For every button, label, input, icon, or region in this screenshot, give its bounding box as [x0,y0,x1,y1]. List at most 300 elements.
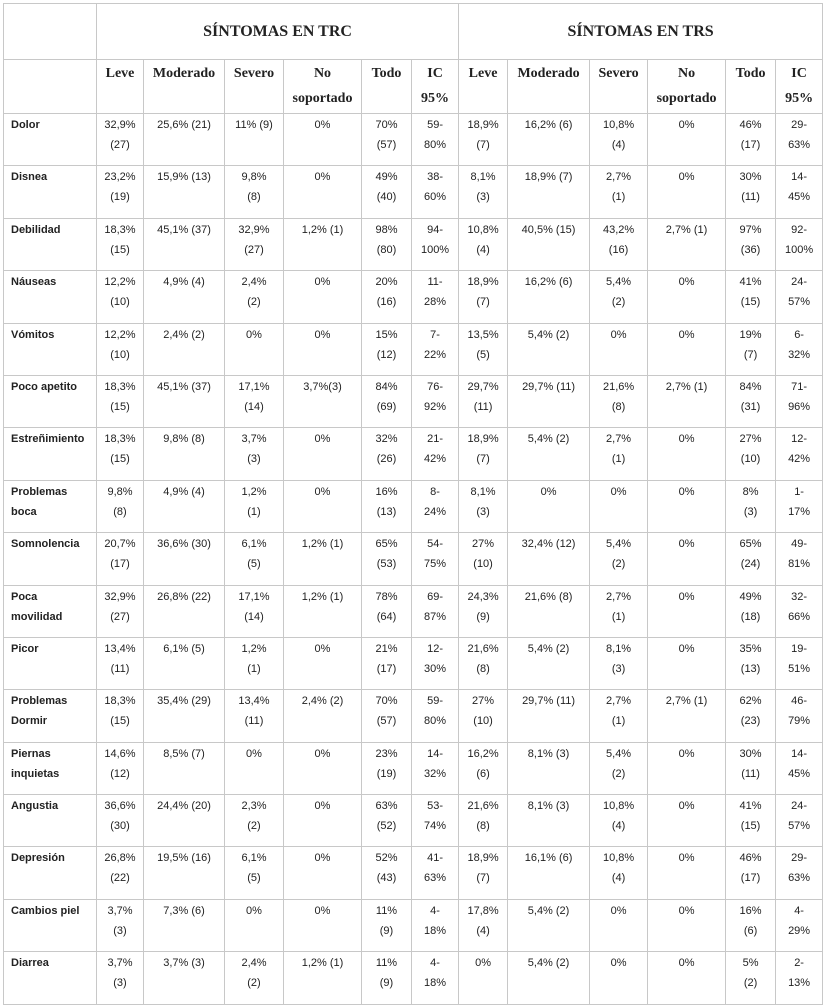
row-label [4,585,97,637]
cell-line: 65% [739,538,762,551]
table-cell [726,114,776,166]
cell-line: 80% [424,139,447,151]
row-label [4,795,97,847]
cell-line: 6,1% [241,852,267,865]
column-header-trc-todo [362,60,412,114]
cell-line: (3) [247,453,261,466]
cell-line: 15% [375,328,398,341]
cell-line: 41% [739,800,762,813]
table-cell [144,637,225,689]
cell-line: 18,9% [467,433,499,446]
table-cell [590,637,648,689]
cell-line: 17% [788,505,811,518]
cell-line: (7) [743,348,758,361]
cell-line: (27) [244,243,264,256]
column-header-trs-severo [590,60,648,114]
table-cell [508,742,590,794]
table-cell [726,533,776,585]
table-cell [590,952,648,1004]
cell-line: Depresión [11,852,65,865]
cell-line: (15) [740,820,761,833]
table-cell [590,114,648,166]
cell-line: 2,4% (2) [163,328,205,341]
table-cell [726,690,776,742]
table-cell [362,166,412,218]
table-cell [97,114,144,166]
cell-line: 45% [788,767,811,780]
table-cell [508,166,590,218]
cell-line: 53- [427,800,443,813]
cell-line: 24,3% [467,590,499,603]
cell-line: 21,6% (8) [524,590,573,603]
column-header-row [4,60,823,114]
table-cell [726,323,776,375]
cell-line: (27) [110,610,130,623]
table-cell [648,847,726,899]
cell-line: 0% [246,904,262,917]
cell-line: 10,8% [602,852,635,865]
cell-line: 69- [427,590,443,603]
cell-line: (11) [110,662,130,675]
cell-line: 23% [375,747,398,760]
table-cell [412,742,459,794]
cell-line: 54- [427,538,443,551]
cell-line: 18,3% [104,433,136,446]
symptoms-table [3,3,823,1005]
column-header-trs-leve [459,60,508,114]
cell-line: 59- [427,119,443,131]
row-label [4,114,97,166]
table-cell [144,271,225,323]
table-cell [144,218,225,270]
row-label [4,323,97,375]
table-cell [362,428,412,480]
table-cell [144,428,225,480]
table-cell [284,742,362,794]
table-cell [508,795,590,847]
cell-line: (69) [376,400,397,413]
cell-line: 2,7% (1) [665,223,708,236]
cell-line: Vómitos [11,328,55,341]
table-cell [508,218,590,270]
cell-line: 0% [314,171,331,184]
cell-line: 24- [791,800,808,813]
cell-line: (27) [110,139,130,151]
cell-line: 12,2% [104,276,136,289]
cell-line: 94- [427,223,443,236]
cell-line: 29,7% (11) [522,380,576,393]
cell-line: 0% [678,747,695,760]
cell-line: No [313,66,332,81]
cell-line: Angustia [11,800,59,813]
cell-line: 2,3% [241,800,267,813]
cell-line: 2,7% [606,433,632,446]
table-cell [225,637,284,689]
table-cell [225,899,284,951]
table-cell [362,585,412,637]
cell-line: 11% (9) [235,119,273,131]
cell-line: 0% [678,904,695,917]
table-cell [412,218,459,270]
cell-line: 1,2% (1) [301,223,344,236]
cell-line: 100% [785,243,814,256]
table-cell [97,218,144,270]
cell-line: Todo [371,66,402,81]
cell-line: (17) [740,139,761,151]
cell-line: 0% [314,328,331,341]
cell-line: 29,7% [467,380,499,393]
cell-line: 17,1% [238,380,270,393]
cell-line: (15) [110,715,130,728]
cell-line: (4) [611,872,626,885]
cell-line: (11) [473,400,493,413]
table-cell [362,690,412,742]
table-cell [590,480,648,532]
table-cell [776,795,823,847]
table-cell [459,585,508,637]
cell-line: 32,9% [104,590,136,603]
table-cell [776,742,823,794]
cell-line: 59- [427,695,443,708]
cell-line: IC [427,66,443,81]
cell-line: 43,2% [602,223,635,236]
cell-line: 15,9% (13) [157,171,211,184]
cell-line: (9) [379,924,394,937]
group-header-row [4,4,823,60]
table-cell [225,690,284,742]
table-cell [97,533,144,585]
cell-line: No [678,66,696,81]
cell-line: (3) [743,505,758,518]
cell-line: 80% [424,715,447,728]
cell-line: Piernas [11,747,51,760]
cell-line: inquietas [11,767,60,780]
column-header-trs-no-soportado [648,60,726,114]
table-cell [362,952,412,1004]
cell-line: 16,2% (6) [524,276,573,289]
cell-line: 2,7% [606,171,632,184]
table-cell [776,899,823,951]
table-cell [648,690,726,742]
cell-line: 9,8% [241,171,267,184]
cell-line: 10,8% [602,119,635,131]
cell-line: 46- [791,695,808,708]
row-label-header [4,60,97,114]
cell-line: 4,9% (4) [163,276,205,289]
table-cell [726,899,776,951]
table-cell [459,899,508,951]
cell-line: 66% [788,610,811,623]
cell-line: 18% [424,977,447,990]
column-header-trs-todo [726,60,776,114]
table-cell [284,480,362,532]
cell-line: 16% [375,485,398,498]
table-cell [144,847,225,899]
table-cell [590,533,648,585]
cell-line: Dolor [11,119,40,131]
cell-line: 42% [424,453,447,466]
cell-line: (3) [476,505,490,518]
cell-line: (8) [113,505,127,518]
cell-line: 27% [472,538,495,551]
cell-line: Todo [735,66,766,81]
cell-line: 5,4% [606,276,632,289]
cell-line: (2) [247,977,261,990]
cell-line: 0% [678,119,695,131]
cell-line: 27% [739,433,762,446]
cell-line: (52) [376,820,397,833]
table-cell [776,375,823,427]
table-cell [508,375,590,427]
table-row [4,899,823,951]
cell-line: 24,4% (20) [157,800,211,813]
table-cell [412,323,459,375]
cell-line: (1) [611,191,626,204]
column-header-trs-ic-95 [776,60,823,114]
cell-line: 18,3% [104,380,136,393]
table-cell [508,323,590,375]
table-cell [97,690,144,742]
cell-line: 2,7% (1) [665,380,708,393]
cell-line: (13) [376,505,397,518]
cell-line: (10) [473,558,493,571]
table-cell [459,323,508,375]
cell-line: Problemas [11,695,68,708]
table-row [4,428,823,480]
cell-line: 38- [427,171,443,184]
column-header-trc-moderado [144,60,225,114]
cell-line: 11- [427,276,443,289]
table-cell [648,637,726,689]
cell-line: 29- [791,119,808,131]
cell-line: 24- [791,276,808,289]
table-row [4,795,823,847]
column-header-trc-leve [97,60,144,114]
table-cell [144,690,225,742]
table-cell [776,690,823,742]
cell-line: 18,9% [467,852,499,865]
row-label [4,218,97,270]
table-cell [225,271,284,323]
cell-line: 32% [788,348,811,361]
cell-line: 81% [788,558,811,571]
cell-line: 95% [785,91,814,106]
row-label [4,899,97,951]
table-cell [97,428,144,480]
cell-line: 97% [739,223,762,236]
cell-line: 6- [794,328,804,341]
cell-line: 0% [678,957,695,970]
cell-line: 45,1% (37) [157,380,211,393]
cell-line: 1,2% [241,642,267,655]
cell-line: 9,8% (8) [163,433,205,446]
cell-line: (31) [740,400,761,413]
cell-line: 41% [739,276,762,289]
table-cell [412,899,459,951]
table-cell [776,533,823,585]
cell-line: (15) [110,453,130,466]
cell-line: 26,8% [104,852,136,865]
table-cell [284,637,362,689]
cell-line: Severo [233,66,275,81]
table-cell [459,114,508,166]
cell-line: 46% [739,119,762,131]
table-row [4,480,823,532]
cell-line: 2,7% [606,590,632,603]
table-cell [412,847,459,899]
cell-line: 42% [788,453,811,466]
cell-line: 6,1% (5) [163,642,205,655]
cell-line: 16,2% (6) [524,119,573,131]
cell-line: 7,3% (6) [163,904,205,917]
cell-line: 21,6% [467,800,499,813]
cell-line: 57% [788,296,811,309]
cell-line: 29% [788,924,811,937]
cell-line: (17) [110,558,130,571]
cell-line: 8,1% [606,642,632,655]
cell-line: 60% [424,191,447,204]
table-cell [144,585,225,637]
cell-line: 14- [791,747,808,760]
cell-line: (17) [740,872,761,885]
table-cell [648,742,726,794]
table-cell [144,375,225,427]
cell-line: (11) [244,715,264,728]
cell-line: 0% [678,433,695,446]
table-cell [648,952,726,1004]
cell-line: (5) [476,348,490,361]
cell-line: (16) [608,243,629,256]
cell-line: Somnolencia [11,538,80,551]
cell-line: 8,1% (3) [527,747,570,760]
table-cell [412,690,459,742]
cell-line: 32,9% [238,223,270,236]
cell-line: 19,5% (16) [157,852,211,865]
table-cell [590,899,648,951]
cell-line: (9) [476,610,490,623]
cell-line: 0% [610,485,627,498]
table-cell [362,271,412,323]
row-label [4,166,97,218]
table-cell [508,533,590,585]
cell-line: (3) [113,924,127,937]
table-row [4,271,823,323]
table-row [4,323,823,375]
cell-line: (4) [611,820,626,833]
table-cell [590,428,648,480]
cell-line: 5,4% (2) [527,642,570,655]
cell-line: 13,5% [467,328,499,341]
cell-line: 32,9% [104,119,136,131]
table-cell [508,847,590,899]
cell-line: 0% [678,590,695,603]
cell-line: 17,8% [467,904,499,917]
cell-line: (6) [743,924,758,937]
cell-line: (1) [247,505,261,518]
table-cell [776,114,823,166]
table-cell [144,952,225,1004]
table-cell [412,428,459,480]
cell-line: Poco apetito [11,380,78,393]
cell-line: (8) [476,662,490,675]
table-cell [459,742,508,794]
table-cell [508,585,590,637]
cell-line: 87% [424,610,447,623]
table-cell [590,323,648,375]
cell-line: 14- [427,747,443,760]
cell-line: boca [11,505,37,518]
cell-line: (4) [476,243,490,256]
cell-line: (8) [247,191,261,204]
cell-line: 0% [610,957,627,970]
table-cell [412,271,459,323]
cell-line: Severo [598,66,639,81]
table-cell [284,585,362,637]
cell-line: 4- [430,904,440,917]
table-cell [225,323,284,375]
table-cell [459,271,508,323]
cell-line: movilidad [11,610,63,623]
cell-line: 11% [375,957,398,970]
cell-line: 76- [427,380,443,393]
table-cell [97,795,144,847]
cell-line: 21% [375,642,398,655]
cell-line: (64) [376,610,397,623]
column-header-trs-moderado [508,60,590,114]
table-cell [776,847,823,899]
cell-line: (18) [740,610,761,623]
cell-line: 25,6% (21) [157,119,211,131]
cell-line: (10) [740,453,761,466]
cell-line: 0% [314,904,331,917]
table-cell [412,166,459,218]
cell-line: 63% [788,139,811,151]
cell-line: (6) [476,767,490,780]
cell-line: Poca [11,590,38,603]
table-cell [648,585,726,637]
cell-line: 49% [739,590,762,603]
table-cell [648,533,726,585]
cell-line: 8% [742,485,759,498]
table-row [4,637,823,689]
row-label [4,637,97,689]
table-cell [225,533,284,585]
table-row [4,114,823,166]
cell-line: (8) [611,400,626,413]
cell-line: (16) [376,296,397,309]
cell-line: 5,4% [606,538,632,551]
cell-line: 92- [791,223,808,236]
cell-line: 0% [678,485,695,498]
cell-line: (15) [110,400,130,413]
table-cell [225,218,284,270]
cell-line: 5,4% (2) [527,904,570,917]
cell-line: (22) [110,872,130,885]
table-row [4,690,823,742]
table-cell [648,795,726,847]
table-cell [459,533,508,585]
cell-line: (9) [379,977,394,990]
table-cell [726,480,776,532]
cell-line: 3,7%(3) [303,380,342,393]
table-cell [225,847,284,899]
table-cell [726,847,776,899]
table-cell [284,847,362,899]
cell-line: 5,4% (2) [527,328,570,341]
table-cell [412,952,459,1004]
table-cell [284,323,362,375]
cell-line: Diarrea [11,957,49,970]
